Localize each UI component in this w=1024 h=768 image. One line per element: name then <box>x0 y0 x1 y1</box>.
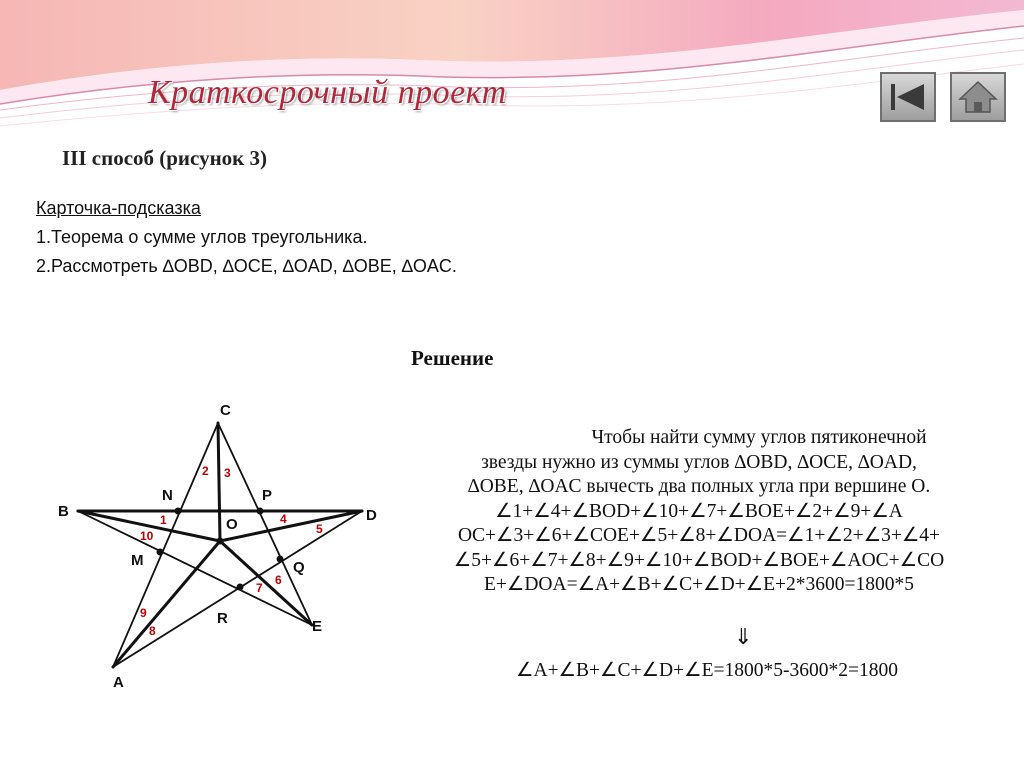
label-m: M <box>131 552 144 569</box>
label-o: O <box>226 516 238 533</box>
solution-line: Чтобы найти сумму углов пятиконечной <box>591 427 927 448</box>
angle-4: 4 <box>280 512 287 526</box>
point-r <box>237 584 244 591</box>
solution-line: ∆OBE, ∆OAC вычесть два полных угла при вершине О. <box>467 476 931 497</box>
solution-line: ∠1+∠4+∠BOD+∠10+∠7+∠BOE+∠2+∠9+∠A <box>495 500 903 522</box>
hint-line-2: 2.Рассмотреть ∆OBD, ∆OCE, ∆OAD, ∆OBE, ∆OAC. <box>36 256 457 276</box>
label-a: A <box>113 674 124 691</box>
slide-title: Краткосрочный проект <box>148 74 507 111</box>
line-od <box>220 511 362 541</box>
line-oa <box>113 541 220 667</box>
hint-line-1: 1.Теорема о сумме углов треугольника. <box>36 227 368 247</box>
angle-5: 5 <box>316 522 323 536</box>
point-o <box>217 538 224 545</box>
angle-9: 9 <box>140 606 147 620</box>
home-icon <box>952 74 1004 120</box>
angle-10: 10 <box>140 529 154 543</box>
point-m <box>157 549 164 556</box>
point-n <box>175 508 182 515</box>
label-p: P <box>262 487 273 504</box>
implies-arrow: ⇓ <box>734 624 753 649</box>
final-result: ∠A+∠B+∠C+∠D+∠E=1800*5-3600*2=1800 <box>516 660 898 681</box>
label-e: E <box>312 618 323 635</box>
skip-back-icon <box>882 74 934 120</box>
method-heading: III способ (рисунок 3) <box>62 146 268 170</box>
angle-7: 7 <box>256 581 263 595</box>
label-c: C <box>220 402 231 419</box>
angle-6: 6 <box>275 573 282 587</box>
back-button[interactable] <box>880 72 936 122</box>
angle-2: 2 <box>202 464 209 478</box>
point-p <box>257 508 264 515</box>
star-figure <box>40 395 390 695</box>
label-d: D <box>366 507 377 524</box>
decorative-banner <box>0 0 1024 140</box>
hint-card <box>36 194 457 281</box>
angle-1: 1 <box>160 513 167 527</box>
solution-line: OC+∠3+∠6+∠COE+∠5+∠8+∠DOA=∠1+∠2+∠3+∠4+ <box>457 525 941 546</box>
hint-title: Карточка-подсказка <box>36 198 201 218</box>
solution-line: звезды нужно из суммы углов ∆OBD, ∆OCE, ∆OAD, <box>481 451 917 473</box>
angle-8: 8 <box>149 624 156 638</box>
line-ca <box>113 423 218 667</box>
solution-line: E+∠DOA=∠A+∠B+∠C+∠D+∠E+2*3600=1800*5 <box>483 574 915 595</box>
solution-text <box>404 426 994 598</box>
solution-line: ∠5+∠6+∠7+∠8+∠9+∠10+∠BOD+∠BOE+∠AOC+∠CO <box>453 549 945 571</box>
label-r: R <box>217 610 228 627</box>
angle-3: 3 <box>224 466 231 480</box>
line-co <box>218 423 220 541</box>
home-button[interactable] <box>950 72 1006 122</box>
label-b: B <box>58 503 69 520</box>
label-n: N <box>162 487 173 504</box>
line-oe <box>220 541 312 625</box>
label-q: Q <box>293 559 305 576</box>
point-q <box>277 556 284 563</box>
solution-label: Решение <box>411 346 494 370</box>
